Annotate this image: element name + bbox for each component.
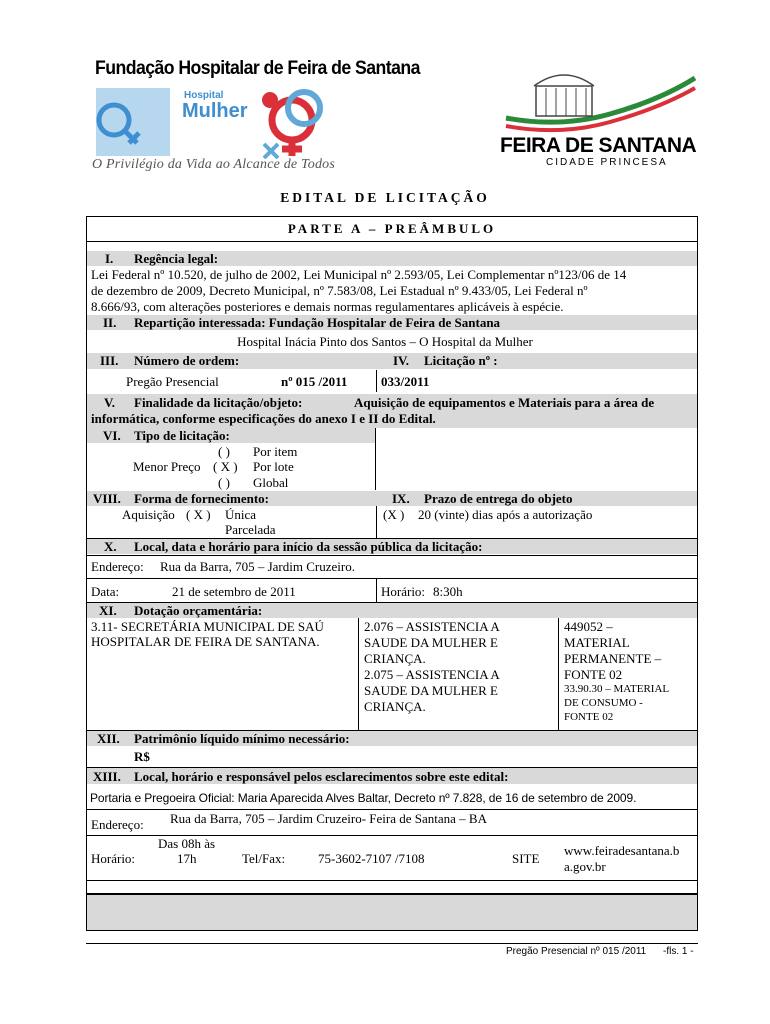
section-4-value: 033/2011: [381, 374, 430, 389]
section-6-option-1-mark: ( ): [218, 444, 230, 459]
part-title: PARTE A – PREÂMBULO: [287, 221, 497, 236]
section-6-option-2-mark: ( X ): [213, 459, 238, 474]
section-11-col3a-line-2: MATERIAL: [564, 635, 630, 650]
divider: [87, 809, 697, 810]
section-9-value: 20 (vinte) dias após a autorização: [418, 507, 593, 522]
section-9-mark: (X ): [383, 507, 405, 522]
document-title: EDITAL DE LICITAÇÃO: [280, 190, 490, 205]
section-13-tel: 75-3602-7107 /7108: [318, 851, 425, 866]
section-11-col1-line-2: HOSPITALAR DE FEIRA DE SANTANA.: [91, 634, 320, 649]
section-6-header: [87, 428, 375, 443]
empty-shaded-box: [86, 894, 698, 931]
section-5-label: Finalidade da licitação/objeto:: [134, 395, 303, 410]
section-13-num: XIII.: [93, 769, 121, 784]
org-title: Fundação Hospitalar de Feira de Santana: [95, 58, 420, 79]
section-10-time-label: Horário:: [381, 584, 426, 599]
slogan: O Privilégio da Vida ao Alcance de Todos: [92, 157, 335, 172]
section-2-num: II.: [103, 315, 117, 330]
section-6-criterion: Menor Preço: [133, 459, 201, 474]
feira-de-santana-logo: [500, 66, 700, 170]
section-3-number: nº 015 /2011: [281, 374, 348, 389]
hospital-logo-text-1: Hospital: [184, 90, 224, 101]
divider: [376, 578, 377, 602]
section-9-num: IX.: [392, 491, 410, 506]
section-8-mark: ( X ): [186, 507, 211, 522]
section-8-option-2: Parcelada: [225, 522, 276, 537]
section-13-hours-1: Das 08h às: [158, 836, 216, 851]
section-12-label: Patrimônio líquido mínimo necessário:: [134, 731, 350, 746]
section-11-col2-line-3: CRIANÇA.: [364, 651, 426, 666]
section-13-site-label: SITE: [512, 851, 540, 866]
section-10-date: 21 de setembro de 2011: [172, 584, 296, 599]
section-6-option-2-label: Por lote: [253, 459, 294, 474]
section-13-label: Local, horário e responsável pelos esclarecimentos sobre este edital:: [134, 769, 509, 784]
section-11-col3b-line-3: FONTE 02: [564, 711, 614, 723]
section-11-col2-line-5: SAUDE DA MULHER E: [364, 683, 498, 698]
city-logo-sub: CIDADE PRINCESA: [546, 157, 668, 168]
section-1-num: I.: [105, 251, 114, 266]
section-3-num: III.: [100, 353, 119, 368]
section-4-num: IV.: [393, 353, 410, 368]
section-11-col3a-line-1: 449052 –: [564, 619, 613, 634]
preamble-header: [86, 216, 698, 241]
section-10-label: Local, data e horário para início da sessão pública da licitação:: [134, 539, 483, 554]
section-1-label: Regência legal:: [134, 251, 219, 266]
section-5-line-2: informática, conforme especificações do anexo I e II do Edital.: [91, 411, 436, 426]
city-hall-icon: [500, 66, 700, 136]
hospital-logo-text-2: Mulher: [182, 100, 248, 122]
section-11-col3a-line-4: FONTE 02: [564, 667, 623, 682]
section-3-label: Número de ordem:: [134, 353, 240, 368]
section-10-date-label: Data:: [91, 584, 120, 599]
divider: [558, 618, 559, 730]
section-2-value: Hospital Inácia Pinto dos Santos – O Hospital da Mulher: [237, 334, 533, 349]
divider: [87, 578, 697, 579]
section-11-col3b-line-2: DE CONSUMO -: [564, 697, 643, 709]
divider: [376, 506, 377, 538]
section-9-label: Prazo de entrega do objeto: [424, 491, 573, 506]
section-1-line-3: 8.666/93, com alterações posteriores e demais normas regulamentares aplicáveis à espécie.: [91, 299, 564, 314]
section-11-col2-line-2: SAUDE DA MULHER E: [364, 635, 498, 650]
section-8-label: Forma de fornecimento:: [134, 491, 270, 506]
section-8-option-1: Única: [225, 507, 257, 522]
footer-page: -fls. 1 -: [663, 946, 694, 957]
section-13-hours-2: 17h: [177, 851, 197, 866]
section-1-line-1: Lei Federal nº 10.520, de julho de 2002, Lei Municipal nº 2.593/05, Lei Complementar nº123/06 de 14: [91, 267, 627, 282]
divider: [87, 555, 697, 556]
section-11-col3a-line-3: PERMANENTE –: [564, 651, 662, 666]
section-3-modality: Pregão Presencial: [126, 374, 219, 389]
section-11-num: XI.: [99, 603, 117, 618]
section-6-num: VI.: [103, 428, 121, 443]
section-13-site-2[interactable]: a.gov.br: [564, 859, 606, 874]
section-10-address-label: Endereço:: [91, 559, 144, 574]
section-11-col2-line-4: 2.075 – ASSISTENCIA A: [364, 667, 500, 682]
section-5-line-1: Aquisição de equipamentos e Materiais para a área de: [354, 395, 655, 410]
city-logo-main: FEIRA DE SANTANA: [500, 134, 697, 157]
section-10-time: 8:30h: [433, 584, 463, 599]
divider: [376, 370, 377, 392]
section-10-address: Rua da Barra, 705 – Jardim Cruzeiro.: [160, 559, 355, 574]
section-13-address-label: Endereço:: [91, 817, 144, 832]
section-11-col1-line-1: 3.11- SECRETÁRIA MUNICIPAL DE SAÚ: [91, 619, 324, 634]
section-13-hours-label: Horário:: [91, 851, 136, 866]
section-11-label: Dotação orçamentária:: [134, 603, 263, 618]
section-6-option-3-mark: ( ): [218, 475, 230, 490]
section-12-value: R$: [134, 749, 150, 764]
section-13-tel-label: Tel/Fax:: [242, 851, 286, 866]
divider: [375, 428, 376, 490]
section-6-label: Tipo de licitação:: [134, 428, 230, 443]
section-13-address: Rua da Barra, 705 – Jardim Cruzeiro- Feira de Santana – BA: [170, 811, 487, 826]
divider: [87, 880, 697, 881]
section-10-num: X.: [104, 539, 117, 554]
section-11-col2-line-1: 2.076 – ASSISTENCIA A: [364, 619, 500, 634]
section-11-col3b-line-1: 33.90.30 – MATERIAL: [564, 683, 670, 695]
section-8-acq-label: Aquisição: [122, 507, 175, 522]
section-13-site-1[interactable]: www.feiradesantana.b: [564, 843, 680, 858]
section-6-option-3-label: Global: [253, 475, 289, 490]
section-4-label: Licitação nº :: [424, 353, 498, 368]
section-12-num: XII.: [97, 731, 120, 746]
section-11-col2-line-6: CRIANÇA.: [364, 699, 426, 714]
hospital-mulher-logo: [92, 84, 332, 159]
footer-ref: Pregão Presencial nº 015 /2011: [506, 946, 647, 957]
section-2-label: Repartição interessada: Fundação Hospitalar de Feira de Santana: [134, 315, 501, 330]
section-13-responsible: Portaria e Pregoeira Oficial: Maria Aparecida Alves Baltar, Decreto nº 7.828, de 16 de setembro de 2009.: [90, 791, 637, 805]
section-1-line-2: de dezembro de 2009, Decreto Municipal, nº 7.583/08, Lei Estadual nº 9.433/05, Lei Federal nº: [91, 283, 588, 298]
section-8-num: VIII.: [93, 491, 121, 506]
section-5-num: V.: [104, 395, 115, 410]
divider: [358, 618, 359, 730]
section-6-option-1-label: Por item: [253, 444, 298, 459]
